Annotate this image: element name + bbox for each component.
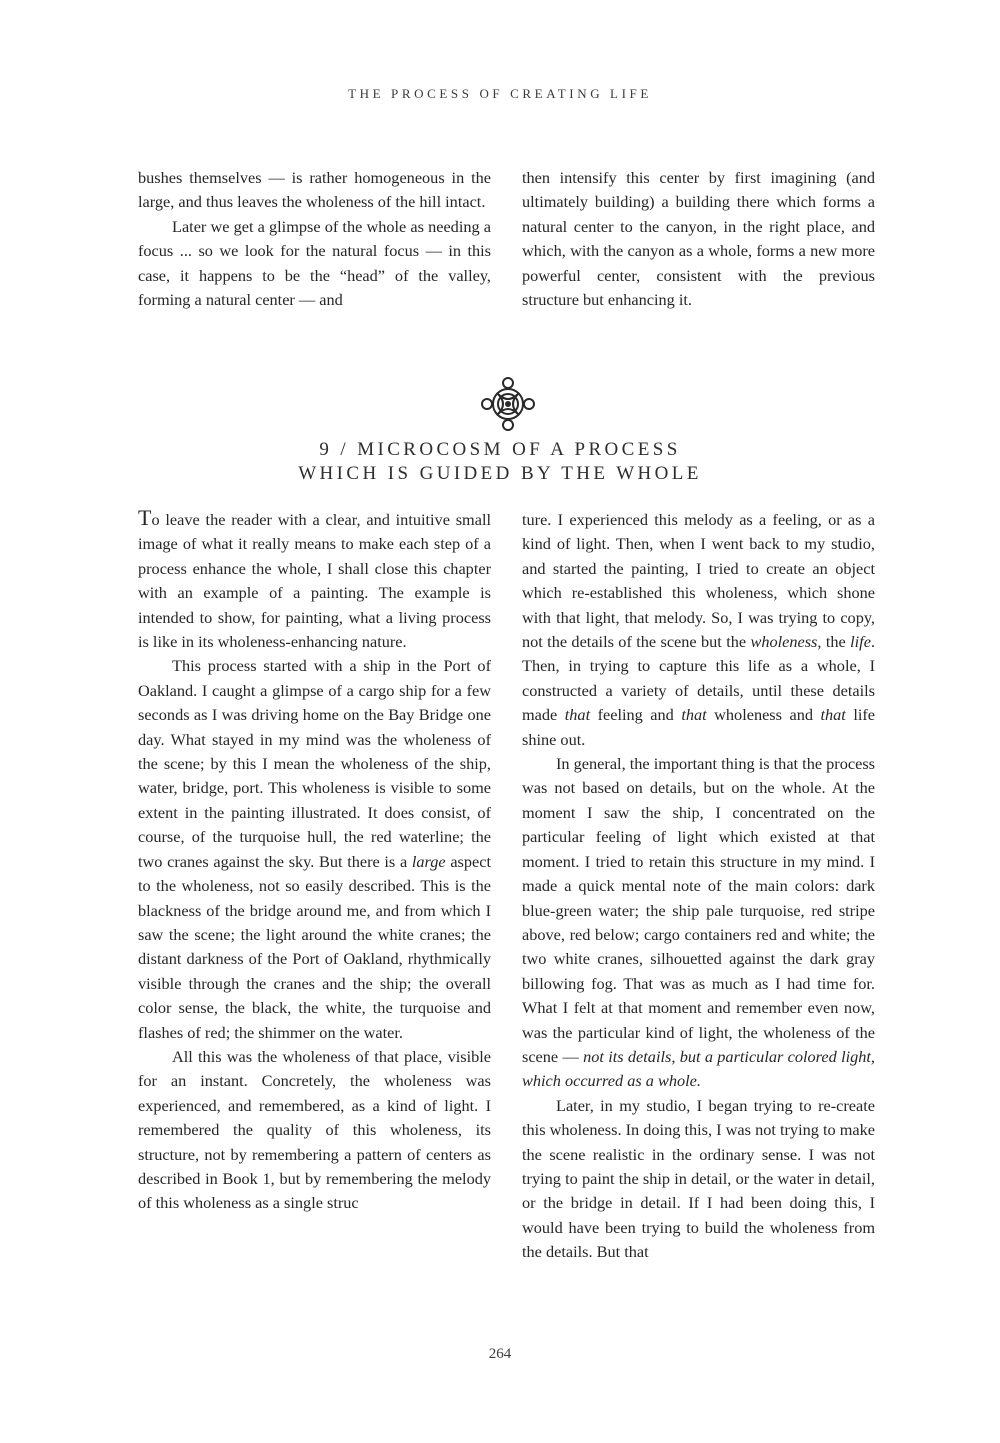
paragraph-text: . Then, in trying to capture this life as a whole, I constructed a variety of details, until these details made bbox=[522, 632, 875, 725]
celtic-knot-ornament-icon bbox=[480, 375, 536, 433]
paragraph-text: , the bbox=[817, 632, 846, 652]
drop-cap: T bbox=[138, 505, 152, 530]
emphasis: that bbox=[681, 705, 707, 725]
paragraph bbox=[138, 505, 491, 654]
emphasis: that bbox=[820, 705, 846, 725]
paragraph-text: feeling and bbox=[597, 705, 674, 725]
page-number: 264 bbox=[488, 1346, 512, 1362]
paragraph-text: aspect to the wholeness, not so easily described. This is the blackness of the bridge around me, and from which I saw the scene; the light around the white cranes; the distant darkness of the Port of Oakland, rhythmically visible through the cranes and the ship; the overall color sense, the black, the white, the turquoise and flashes of red; the shimmer on the water. bbox=[138, 851, 492, 1042]
emphasis: large bbox=[411, 851, 446, 871]
paragraph: then intensify this center by first imagining (and ultimately building) a building there which forms a natural center to the canyon, in the right place, and which, with the canyon as a whole, forms a new more powerful center, consistent with the previous structure but enhancing it. bbox=[522, 168, 875, 310]
top-right-column bbox=[522, 166, 875, 312]
chapter-title-line-1: 9 / MICROCOSM OF A PROCESS bbox=[319, 439, 681, 460]
paragraph bbox=[522, 508, 875, 752]
paragraph-text: life shine out. bbox=[522, 705, 876, 749]
running-head: THE PROCESS OF CREATING LIFE bbox=[348, 86, 652, 101]
paragraph-text: wholeness and bbox=[714, 705, 813, 725]
emphasis: life bbox=[850, 632, 871, 652]
paragraph: All this was the wholeness of that place, visible for an instant. Concretely, the wholeness was experienced, and remembered, as a kind of light. I remembered the quality of this wholeness, its structure, not by remembering a pattern of centers as described in Book 1, but by remembering the melody of this wholeness as a single struc bbox=[138, 1046, 491, 1213]
paragraph: bushes themselves — is rather homogeneous in the large, and thus leaves the wholeness of the hill intact. bbox=[138, 168, 491, 212]
paragraph: Later we get a glimpse of the whole as needing a focus ... so we look for the natural focus — in this case, it happens to be the “head” of the valley, forming a natural center — and bbox=[138, 216, 491, 310]
body-right-column bbox=[522, 508, 875, 1265]
body-left-column bbox=[138, 505, 492, 1216]
emphasis: wholeness bbox=[750, 632, 818, 652]
chapter-title-line-2: WHICH IS GUIDED BY THE WHOLE bbox=[298, 463, 702, 484]
paragraph bbox=[522, 752, 875, 1094]
paragraph-text: In general, the important thing is that the process was not based on details, but on the whole. At the moment I saw the ship, I concentrated on the particular feeling of light which existed at that moment. I tried to retain this structure in my mind. I made a quick mental note of the main colors: dark blue-green water; the ship pale turquoise, red stripe above, red below; cargo containers red and white; the two white cranes, silhouetted against the dark gray billowing fog. That was as much as I had time for. What I felt at that moment and remember even now, was the particular kind of light, the wholeness of the scene — bbox=[522, 754, 875, 1066]
paragraph-text: ture. I experienced this melody as a feeling, or as a kind of light. Then, when I went back to my studio, and started the painting, I tried to create an object which re-established this wholeness, which shone with that light, that melody. So, I was trying to copy, not the details of the scene but the bbox=[522, 510, 875, 652]
paragraph-text: o leave the reader with a clear, and intuitive small image of what it really means to make each step of a process enhance the whole, I shall close this chapter with an example of a painting. The example is intended to show, for painting, what a living process is like in its wholeness-enhancing nature. bbox=[138, 510, 491, 652]
emphasis: not its details, but a particular colored light, which occurred as a whole. bbox=[522, 1046, 875, 1091]
paragraph: Later, in my studio, I began trying to re-create this wholeness. In doing this, I was not trying to make the scene realistic in the ordinary sense. I was not trying to paint the ship in detail, or the water in detail, or the bridge in detail. If I had been doing this, I would have been trying to build the wholeness from the details. But that bbox=[522, 1095, 875, 1262]
emphasis: that bbox=[564, 705, 591, 725]
top-left-column bbox=[138, 166, 491, 312]
paragraph-text: This process started with a ship in the Port of Oakland. I caught a glimpse of a cargo ship for a few seconds as I was driving home on the Bay Bridge one day. What stayed in my mind was the wholeness of the scene; by this I mean the wholeness of the ship, water, bridge, port. This wholeness is visible to some extent in the painting illustrated. It does consist, of course, of the turquoise hull, the red waterline; the two cranes against the sky. But there is a bbox=[138, 656, 491, 871]
paragraph bbox=[138, 654, 491, 1045]
